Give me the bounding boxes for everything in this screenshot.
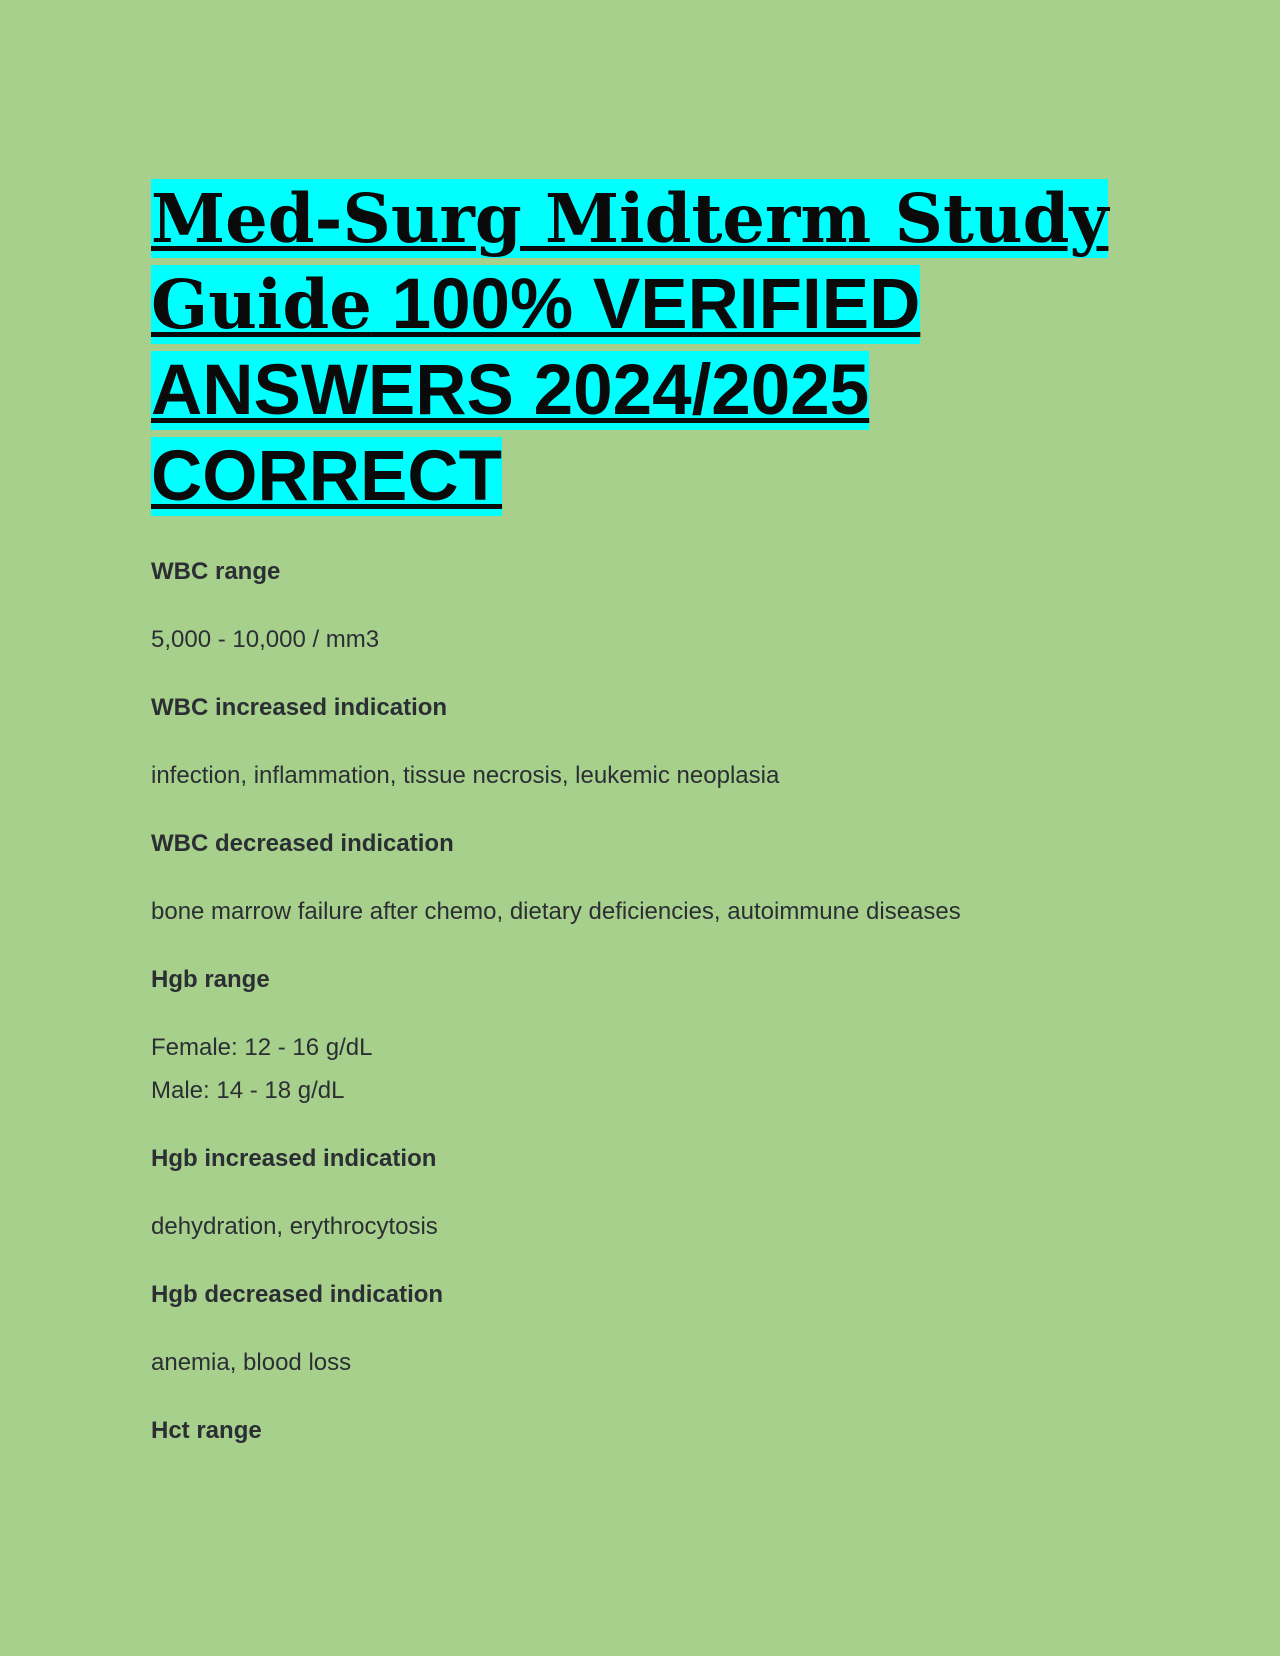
question-hgb-range: Hgb range [151, 966, 270, 993]
answer-hgb-decreased: anemia, blood loss [151, 1349, 352, 1376]
answer-wbc-increased: infection, inflammation, tissue necrosis, leukemic neoplasia [151, 762, 780, 789]
question-hct-range: Hct range [151, 1417, 262, 1444]
question-wbc-decreased: WBC decreased indication [151, 830, 454, 857]
question-hgb-decreased: Hgb decreased indication [151, 1281, 444, 1308]
answer-wbc-decreased: bone marrow failure after chemo, dietary deficiencies, autoimmune diseases [151, 898, 961, 925]
question-wbc-range: WBC range [151, 558, 281, 585]
answer-wbc-range: 5,000 - 10,000 / mm3 [151, 626, 380, 653]
answer-hgb-range-female: Female: 12 - 16 g/dL [151, 1034, 373, 1061]
qa-list [151, 550, 1151, 1452]
document-title [151, 176, 1151, 520]
document-page [151, 176, 1151, 1452]
answer-hgb-range-male: Male: 14 - 18 g/dL [151, 1077, 345, 1104]
question-wbc-increased: WBC increased indication [151, 694, 448, 721]
title-part-2: 100% VERIFIED ANSWERS 2024/2025 CORRECT [151, 265, 921, 516]
answer-hgb-range [151, 1026, 1151, 1112]
question-hgb-increased: Hgb increased indication [151, 1145, 437, 1172]
title-part-1: Med-Surg Midterm Study Guide [151, 179, 1109, 344]
answer-hgb-increased: dehydration, erythrocytosis [151, 1213, 438, 1240]
